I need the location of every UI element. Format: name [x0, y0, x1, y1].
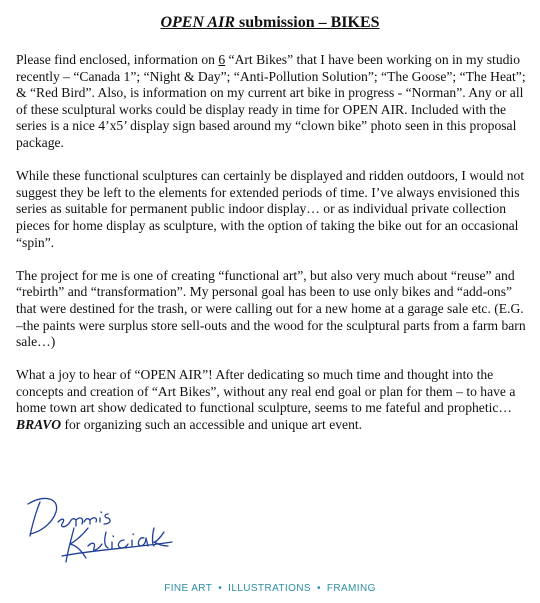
paragraph-1: [16, 52, 532, 152]
title-rest: submission – BIKES: [235, 14, 380, 31]
footer-separator: •: [316, 583, 321, 594]
handwritten-signature: [22, 488, 182, 566]
footer-item-fine-art: FINE ART: [164, 583, 213, 594]
footer-separator: •: [218, 583, 223, 594]
paragraph-1-start: Please find enclosed, information on: [16, 52, 219, 67]
footer-tagline: [0, 583, 540, 594]
paragraph-4-start: What a joy to hear of “OPEN AIR”! After dedicating so much time and thought into the concepts and creation of “Art Bikes”, without any real end goal or plan for them – to have a home town art show dedicated to functional sculpture, seems to me fateful and prophetic…: [16, 367, 516, 416]
footer-item-framing: FRAMING: [326, 583, 376, 594]
paragraph-2: While these functional sculptures can certainly be displayed and ridden outdoors, I would not suggest they be left to the elements for extended periods of time. I’ve always envisioned this series as suitable for permanent public indoor display… or as individual private collection pieces for home display as sculpture, with the option of taking the bike out for an occasional “spin”.: [16, 168, 525, 250]
paragraph-4-rest: for organizing such an accessible and unique art event.: [61, 417, 363, 433]
paragraph-1-rest: “Art Bikes” that I have been working on in my studio recently – “Canada 1”; “Night & Day”; “Anti-Pollution Solution”; “The Goose”; “The Heat”; & “Red Bird”. Also, is information on my current art bike in progress - “Norman”. Any or all of these sculptural works could be display ready in time for OPEN AIR. Included with the series is a nice 4’x5’ display sign based around my “clown bike” photo seen in this proposal package.: [16, 52, 526, 150]
footer-item-illustrations: ILLUSTRATIONS: [228, 583, 311, 594]
bike-count: 6: [218, 52, 226, 67]
letter-body: [16, 52, 532, 450]
document-title: [0, 14, 540, 32]
title-open-air: OPEN AIR: [160, 14, 235, 31]
paragraph-3: The project for me is one of creating “functional art”, but also very much about “reuse” and “rebirth” and “transformation”. My personal goal has been to use only bikes and “add-ons” that were destined for the trash, or were calling out for a new home at a garage sale etc. (E.G. –the paints were surplus store sell-outs and the wood for the sculptural parts from a farm barn sale…): [16, 267, 526, 350]
bravo-text: BRAVO: [16, 417, 62, 433]
paragraph-4: [16, 367, 532, 433]
